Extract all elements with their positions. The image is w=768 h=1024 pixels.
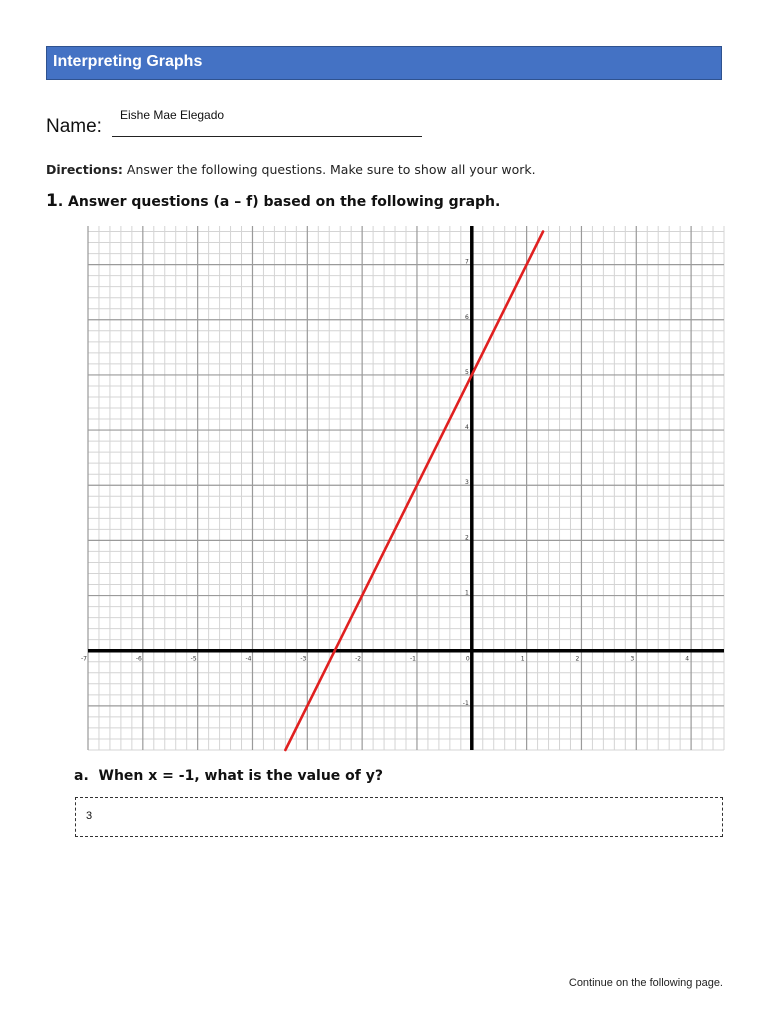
x-tick-label: -1: [409, 655, 416, 663]
y-tick-label: 6: [464, 313, 469, 321]
question-1: [46, 191, 500, 211]
question-1-number: 1: [46, 191, 58, 211]
directions-text: Answer the following questions. Make sure to show all your work.: [126, 162, 536, 177]
x-tick-label: 0: [465, 655, 470, 663]
question-1-range: a – f: [219, 194, 253, 210]
x-tick-label: -3: [300, 655, 307, 663]
title-banner: [46, 46, 722, 80]
y-tick-label: 4: [464, 424, 469, 432]
x-tick-label: 1: [520, 655, 525, 663]
line-graph: [81, 226, 724, 750]
y-tick-label: 7: [464, 258, 469, 266]
y-tick-label: -1: [462, 699, 469, 707]
answer-a-value: 3: [86, 810, 93, 822]
y-tick-label: 5: [464, 368, 469, 376]
x-tick-label: -4: [245, 655, 252, 663]
y-tick-label: 1: [464, 589, 469, 597]
question-a-text: When x = -1, what is the value of y?: [98, 768, 383, 784]
x-tick-label: -7: [81, 655, 87, 663]
y-tick-label: 3: [464, 479, 469, 487]
directions-label: Directions:: [46, 162, 123, 177]
continue-note: Continue on the following page.: [568, 977, 723, 989]
x-tick-label: 4: [685, 655, 690, 663]
name-underline: [112, 136, 422, 137]
y-tick-label: 2: [464, 534, 469, 542]
page-title: Interpreting Graphs: [53, 53, 203, 70]
question-1-text-pre: . Answer questions (: [57, 194, 220, 210]
name-label: Name:: [46, 116, 102, 137]
x-tick-label: 2: [575, 655, 580, 663]
question-a: [74, 768, 383, 784]
question-1-text-post: ) based on the following graph.: [252, 194, 501, 210]
x-tick-label: -5: [190, 655, 197, 663]
question-a-letter: a.: [74, 768, 89, 784]
directions: [46, 162, 536, 177]
name-value[interactable]: Eishe Mae Elegado: [120, 108, 225, 122]
answer-a-box[interactable]: [75, 797, 723, 837]
x-tick-label: -2: [355, 655, 362, 663]
name-field: [46, 108, 466, 142]
x-tick-label: -6: [135, 655, 142, 663]
x-tick-label: 3: [630, 655, 635, 663]
